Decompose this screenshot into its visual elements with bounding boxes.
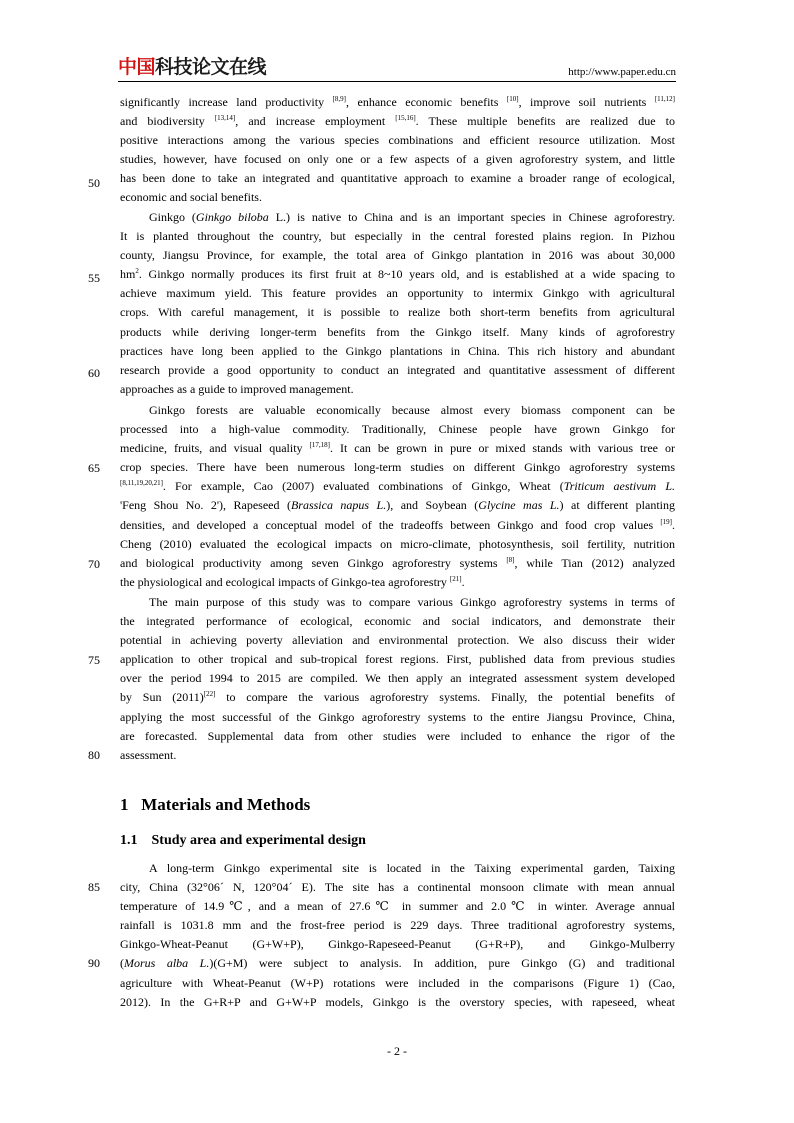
text-span: positive interactions among the various species combinations and efficient resource utilization. Most — [120, 133, 675, 148]
text-line — [120, 401, 675, 420]
text-line — [120, 535, 675, 554]
text-line — [120, 878, 675, 897]
text-span: Ginkgo (Ginkgo biloba L.) is native to China and is an important species in Chinese agroforestry. — [149, 210, 675, 224]
line-number: 50 — [88, 176, 100, 190]
text-line — [120, 265, 675, 284]
text-span: and biological productivity among seven Ginkgo agroforestry systems [8], while Tian (2012) analyzed — [120, 555, 675, 570]
text-span: It is planted throughout the country, but especially in the central forested plains region. In Pizhou — [120, 229, 675, 244]
text-line — [120, 688, 675, 707]
text-span: achieve maximum yield. This feature provides an opportunity to intermix Ginkgo with agricultural — [120, 286, 675, 301]
text-span: crops. With careful management, it is possible to realize both short-term benefits from agricultural — [120, 305, 675, 320]
text-span: are forecasted. Supplemental data from other studies were included to enhance the rigor of the — [120, 728, 675, 743]
text-span: 'Feng Shou No. 2'), Rapeseed (Brassica napus L.), and Soybean (Glycine mas L.) at different planting — [120, 498, 675, 513]
header-rule — [118, 81, 676, 82]
text-span: by Sun (2011)[22] to compare the various agroforestry systems. Finally, the potential benefits of — [120, 690, 675, 705]
text-line — [120, 458, 675, 477]
text-span: potential in achieving poverty alleviation and environmental protection. We also discuss their wider — [120, 633, 675, 648]
text-span: approaches as a guide to improved management. — [120, 381, 354, 396]
text-span: practices have long been applied to the Ginkgo plantations in China. This rich history and abundant — [120, 343, 675, 358]
line-number: 85 — [88, 880, 100, 894]
text-span: crop species. There have been numerous long-term studies on different Ginkgo agroforestry systems — [120, 460, 675, 475]
text-line — [120, 897, 675, 916]
text-span: products while deriving longer-term benefits from the Ginkgo itself. Many kinds of agroforestry — [120, 324, 675, 339]
text-span: Ginkgo-Wheat-Peanut (G+W+P), Ginkgo-Rapeseed-Peanut (G+R+P), and Ginkgo-Mulberry — [120, 937, 675, 952]
subsection-heading: 1.1 Study area and experimental design — [120, 833, 366, 848]
text-span: Cheng (2010) evaluated the ecological impacts on micro-climate, photosynthesis, soil fertility, nutrition — [120, 536, 675, 551]
paragraph-intro-continued — [120, 93, 675, 208]
text-span: processed into a high-value commodity. Traditionally, Chinese people have grown Ginkgo for — [120, 422, 675, 437]
text-line — [120, 650, 675, 669]
text-span: research provide a good opportunity to conduct an integrated and quantitative assessment of different — [120, 362, 675, 377]
journal-logo — [118, 56, 266, 78]
text-span: Ginkgo forests are valuable economically because almost every biomass component can be — [149, 403, 675, 417]
text-span: county, Jiangsu Province, for example, the total area of Ginkgo plantation in 2016 was about 30,000 — [120, 248, 675, 263]
paragraph-ginkgo-intro — [120, 208, 675, 399]
page-number: - 2 - — [387, 1044, 407, 1058]
text-span: has been done to take an integrated and quantitative approach to examine a broader range of ecological, — [120, 171, 675, 186]
text-line — [120, 477, 675, 496]
text-line — [120, 935, 675, 954]
logo-black-text: 科技论文在线 — [155, 56, 267, 78]
text-line — [120, 342, 675, 361]
line-number: 75 — [88, 653, 100, 667]
text-span: applying the most successful of the Ginkgo agroforestry systems to the entire Jiangsu Province, China, — [120, 709, 675, 724]
text-line — [120, 496, 675, 515]
text-line — [120, 954, 675, 973]
text-line — [120, 974, 675, 993]
page-header — [118, 56, 676, 80]
text-line — [120, 284, 675, 303]
text-line — [120, 727, 675, 746]
text-span: The main purpose of this study was to compare various Ginkgo agroforestry systems in terms of — [149, 595, 675, 609]
text-span: temperature of 14.9℃, and a mean of 27.6℃ in summer and 2.0℃ in winter. Average annual — [120, 899, 675, 914]
text-line — [120, 169, 675, 188]
text-line — [120, 516, 675, 535]
section-heading: 1 Materials and Methods — [120, 795, 311, 814]
logo-red-text: 中国 — [118, 56, 156, 78]
text-span: and biodiversity [13,14], and increase employment [15,16]. These multiple benefits are realized due to — [120, 114, 675, 129]
text-line — [120, 669, 675, 688]
text-line — [120, 303, 675, 322]
text-line — [120, 612, 675, 631]
paragraph-study-purpose — [120, 593, 675, 765]
text-span: [8,11,19,20,21]. For example, Cao (2007) evaluated combinations of Ginkgo, Wheat (Triticum aestivum L. — [120, 479, 675, 494]
header-url[interactable]: http://www.paper.edu.cn — [568, 66, 676, 78]
paragraph-study-area — [120, 859, 675, 1012]
text-span: rainfall is 1031.8 mm and the frost-free period is 229 days. Three traditional agroforestry systems, — [120, 918, 675, 933]
text-line — [120, 554, 675, 573]
line-number: 55 — [88, 271, 100, 285]
text-line — [120, 631, 675, 650]
text-span: (Morus alba L.)(G+M) were subject to analysis. In addition, pure Ginkgo (G) and traditional — [120, 956, 676, 971]
text-line — [120, 188, 675, 207]
text-line — [120, 916, 675, 935]
line-number: 70 — [88, 557, 100, 571]
text-line — [120, 439, 675, 458]
text-line — [120, 112, 675, 131]
line-number: 60 — [88, 366, 100, 380]
text-span: studies, however, have focused on only one or a few aspects of a given agroforestry system, and little — [120, 152, 675, 167]
line-number: 90 — [88, 956, 100, 970]
text-span: A long-term Ginkgo experimental site is located in the Taixing experimental garden, Taixing — [149, 861, 675, 875]
line-number: 80 — [88, 748, 100, 762]
text-line — [120, 227, 675, 246]
text-line — [120, 746, 675, 765]
text-span: application to other tropical and sub-tropical forest regions. First, published data from previous studies — [120, 652, 675, 667]
paragraph-ginkgo-economics — [120, 401, 675, 592]
text-line — [120, 208, 675, 227]
text-line — [120, 131, 675, 150]
text-line — [120, 993, 675, 1012]
text-span: densities, and developed a conceptual model of the tradeoffs between Ginkgo and food crop values [19]. — [120, 517, 675, 532]
text-span: the physiological and ecological impacts of Ginkgo-tea agroforestry [21]. — [120, 574, 465, 589]
text-span: over the period 1994 to 2015 are compiled. We then apply an integrated assessment system developed — [120, 671, 675, 686]
text-line — [120, 380, 675, 399]
text-span: medicine, fruits, and visual quality [17,18]. It can be grown in pure or mixed stands with various tree or — [120, 441, 675, 456]
text-span: economic and social benefits. — [120, 190, 262, 205]
text-line — [120, 323, 675, 342]
text-span: agriculture with Wheat-Peanut (W+P) rotations were included in the comparisons (Figure 1) (Cao, — [120, 975, 675, 990]
text-line — [120, 361, 675, 380]
text-line — [120, 246, 675, 265]
text-line — [120, 93, 675, 112]
text-line — [120, 420, 675, 439]
text-span: assessment. — [120, 747, 177, 762]
line-number: 65 — [88, 461, 100, 475]
text-line — [120, 859, 675, 878]
text-span: $hm^2$. Ginkgo normally produces its first fruit at 8~10 years old, and is established at a wide spacing to — [120, 267, 675, 282]
text-span: significantly increase land productivity [8,9], enhance economic benefits [10], improve soil nutrients [11,12] — [120, 95, 675, 109]
text-span: city, China (32°06´ N, 120°04´ E). The site has a continental monsoon climate with mean annual — [120, 880, 675, 895]
text-span: 2012). In the G+R+P and G+W+P models, Ginkgo is the overstory species, with rapeseed, wheat — [120, 994, 675, 1009]
text-line — [120, 593, 675, 612]
text-span: the integrated performance of ecological, economic and social indicators, and demonstrate their — [120, 614, 675, 629]
text-line — [120, 150, 675, 169]
text-line — [120, 708, 675, 727]
text-line — [120, 573, 675, 592]
